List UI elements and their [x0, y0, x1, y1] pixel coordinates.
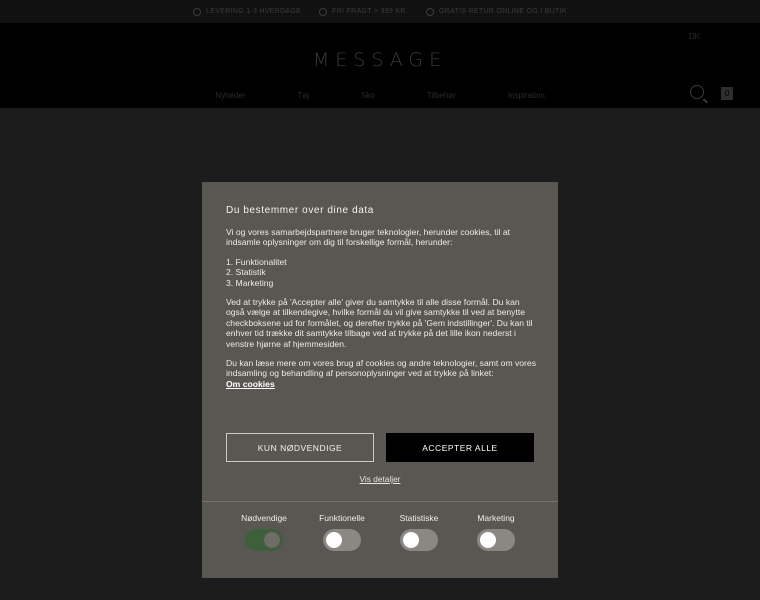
marketing-toggle[interactable] [477, 529, 515, 551]
nav-item-tilbehor[interactable]: Tilbehør [426, 91, 456, 100]
necessary-toggle[interactable] [245, 529, 283, 551]
main-nav [0, 91, 760, 100]
check-icon [193, 8, 201, 16]
toggle-group-functional [307, 513, 377, 556]
more-info-text: Du kan læse mere om vores brug af cookies og andre teknologier, samt om vores indsamling og behandling af personoplysninger ved at trykke på linket: [226, 358, 536, 379]
purpose-item: 1. Funktionalitet [226, 256, 287, 267]
nav-item-toj[interactable]: Tøj [297, 91, 310, 100]
toggle-label: Marketing [477, 513, 515, 523]
usp-item [193, 8, 301, 16]
dialog-body [226, 227, 538, 389]
functional-toggle[interactable] [323, 529, 361, 551]
truck-icon [319, 8, 327, 16]
show-details-link[interactable]: Vis detaljer [359, 474, 401, 484]
about-cookies-link[interactable]: Om cookies [226, 378, 275, 389]
usp-bar [0, 0, 760, 23]
toggle-knob [403, 532, 419, 548]
cart-count: 0 [724, 89, 730, 98]
cart-icon[interactable] [721, 87, 733, 100]
nav-item-sko[interactable]: Sko [361, 91, 375, 100]
return-icon [426, 8, 434, 16]
intro-text: Vi og vores samarbejdspartnere bruger teknologier, herunder cookies, til at indsamle oplysninger om dig til forskellige formål, herunder: [226, 227, 511, 248]
statistics-toggle[interactable] [400, 529, 438, 551]
usp-text: FRI FRAGT > 399 KR. [332, 8, 408, 15]
language-selector[interactable]: DK [688, 32, 700, 41]
site-logo[interactable]: MESSAGE [312, 49, 448, 71]
toggle-group-marketing [461, 513, 531, 556]
toggle-knob [480, 532, 496, 548]
usp-text: GRATIS RETUR ONLINE OG I BUTIK [438, 8, 567, 15]
dialog-title: Du bestemmer over dine data [226, 205, 374, 216]
nav-item-inspiration[interactable]: Inspiration [507, 91, 545, 100]
toggle-label: Statistiske [399, 513, 439, 523]
purpose-list [226, 257, 538, 288]
usp-item [426, 8, 567, 16]
divider [202, 501, 558, 502]
consent-explanation: Ved at trykke på 'Accepter alle' giver du samtykke til alle disse formål. Du kan også vælge at tilkendegive, hvilke formål du vil give samtykke til ved at benytte checkboksene ud for formålet, og derefter trykke på 'Gem indstillinger'. Du kan til enhver tid trække dit samtykke tilbage ved at trykke på det lille ikon nederst i venstre hjørne af hjemmesiden. [226, 297, 533, 349]
site-header [0, 23, 760, 108]
usp-text: LEVERING 1-3 HVERDAGE [206, 8, 302, 15]
usp-item [319, 8, 408, 16]
toggle-label: Funktionelle [319, 513, 365, 523]
toggle-knob [264, 532, 280, 548]
purpose-item: 3. Marketing [226, 277, 274, 288]
cookie-consent-dialog [202, 182, 558, 578]
purpose-item: 2. Statistik [226, 267, 266, 278]
toggle-group-necessary [229, 513, 299, 556]
toggle-label: Nødvendige [241, 513, 287, 523]
toggle-knob [326, 532, 342, 548]
toggle-group-statistics [384, 513, 454, 556]
nav-item-nyheder[interactable]: Nyheder [215, 91, 246, 100]
accept-all-button[interactable]: ACCEPTER ALLE [386, 433, 534, 462]
only-necessary-button[interactable]: KUN NØDVENDIGE [226, 433, 374, 462]
search-icon[interactable] [690, 85, 704, 99]
